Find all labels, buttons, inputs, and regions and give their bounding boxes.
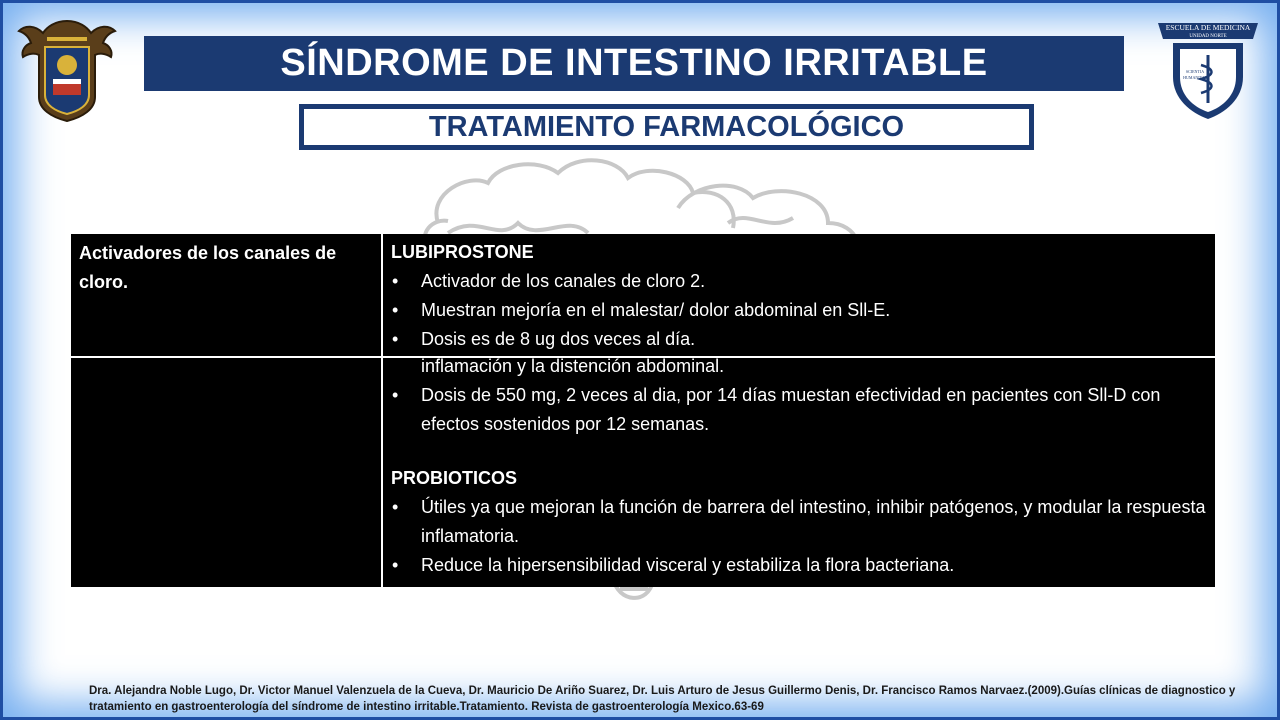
shield-motto-line1: SCIENTIA xyxy=(1185,69,1205,74)
rifaximin-bullet-list xyxy=(391,381,1207,439)
bullet-continuation-text: inflamación y la distención abdominal. xyxy=(421,358,725,376)
table-row2-category-cell xyxy=(71,358,381,587)
slide-title: SÍNDROME DE INTESTINO IRRITABLE xyxy=(144,36,1124,91)
slide-subtitle: TRATAMIENTO FARMACOLÓGICO xyxy=(299,104,1034,150)
shield-motto-line2: HUMANITAS xyxy=(1183,75,1207,80)
drug-heading-lubiprostone: LUBIPROSTONE xyxy=(391,242,534,262)
list-item: • Dosis es de 8 ug dos veces al día. xyxy=(391,325,1207,354)
university-crest-icon xyxy=(17,17,117,123)
table-row1-category: Activadores de los canales de cloro. xyxy=(79,243,337,292)
list-item: • Útiles ya que mejoran la función de barrera del intestino, inhibir patógenos, y modular la respuesta inflamatoria. xyxy=(391,493,1207,551)
list-item: • Reduce la hipersensibilidad visceral y estabiliza la flora bacteriana. xyxy=(391,551,1207,580)
reference-citation: Dra. Alejandra Noble Lugo, Dr. Victor Manuel Valenzuela de la Cueva, Dr. Mauricio De Ariño Suarez, Dr. Luis Arturo de Jesus Guillermo Denis, Dr. Francisco Ramos Narvaez.(2009).Guías clínicas de diagnostico y tratamiento en gastroenterología del síndrome de intestino irritable.Tratamiento. Revista de gastroenterología Mexico.63-69 xyxy=(89,685,1236,713)
shield-ribbon-line1: ESCUELA DE MEDICINA xyxy=(1165,23,1251,32)
medical-school-shield-icon xyxy=(1153,15,1263,123)
table-row2-content-cell xyxy=(383,358,1215,587)
table-row1-content-cell xyxy=(383,234,1215,356)
drug-heading-probioticos: PROBIOTICOS xyxy=(391,468,518,488)
list-item: • Activador de los canales de cloro 2. xyxy=(391,267,1207,296)
list-item: • Muestran mejoría en el malestar/ dolor abdominal en Sll-E. xyxy=(391,296,1207,325)
probioticos-bullet-list xyxy=(391,493,1207,580)
lubiprostone-bullet-list xyxy=(391,267,1207,354)
list-item: • Dosis de 550 mg, 2 veces al dia, por 14 días muestan efectividad en pacientes con Sll-D con efectos sostenidos por 12 semanas. xyxy=(391,381,1207,439)
shield-ribbon-line2: UNIDAD NORTE xyxy=(1189,34,1227,39)
table-row1-category-cell xyxy=(71,234,381,356)
